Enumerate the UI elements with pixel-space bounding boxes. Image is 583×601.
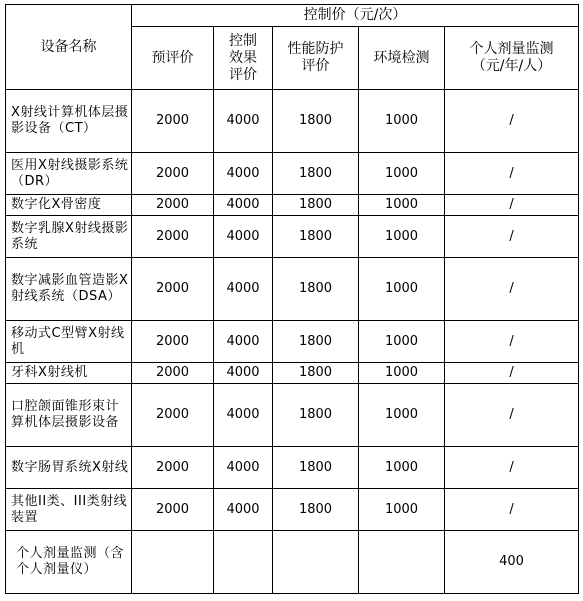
control-effect-cell: 4000	[214, 363, 273, 384]
table-row	[6, 489, 579, 531]
pre-evaluation-cell: 2000	[132, 363, 214, 384]
table-row	[6, 321, 579, 363]
header-control-effect-evaluation: 控制 效果 评价	[214, 27, 273, 90]
environment-cell: 1000	[359, 195, 445, 216]
personal-dose-cell: 400	[445, 531, 579, 594]
performance-cell: 1800	[273, 195, 359, 216]
control-effect-cell: 4000	[214, 384, 273, 447]
personal-dose-cell: /	[445, 489, 579, 531]
environment-cell: 1000	[359, 153, 445, 195]
device-name-cell: 口腔颌面锥形束计算机体层摄影设备	[6, 384, 132, 447]
environment-cell: 1000	[359, 384, 445, 447]
performance-cell: 1800	[273, 153, 359, 195]
control-effect-cell	[214, 531, 273, 594]
performance-cell: 1800	[273, 447, 359, 489]
header-control-price: 控制价（元/次）	[132, 5, 579, 27]
personal-dose-cell: /	[445, 384, 579, 447]
table-row	[6, 447, 579, 489]
pre-evaluation-cell	[132, 531, 214, 594]
environment-cell: 1000	[359, 447, 445, 489]
environment-cell: 1000	[359, 363, 445, 384]
device-name-cell: 个人剂量监测（含个人剂量仪）	[6, 531, 132, 594]
performance-cell: 1800	[273, 489, 359, 531]
environment-cell: 1000	[359, 258, 445, 321]
personal-dose-cell: /	[445, 90, 579, 153]
performance-cell: 1800	[273, 258, 359, 321]
environment-cell	[359, 531, 445, 594]
table-row	[6, 195, 579, 216]
personal-dose-cell: /	[445, 153, 579, 195]
performance-cell	[273, 531, 359, 594]
table-row	[6, 153, 579, 195]
control-effect-cell: 4000	[214, 258, 273, 321]
header-performance-protection-evaluation: 性能防护 评价	[273, 27, 359, 90]
environment-cell: 1000	[359, 321, 445, 363]
device-name-cell: 医用X射线摄影系统（DR）	[6, 153, 132, 195]
table-row	[6, 384, 579, 447]
performance-cell: 1800	[273, 321, 359, 363]
environment-cell: 1000	[359, 90, 445, 153]
pre-evaluation-cell: 2000	[132, 447, 214, 489]
pre-evaluation-cell: 2000	[132, 384, 214, 447]
performance-cell: 1800	[273, 216, 359, 258]
performance-cell: 1800	[273, 90, 359, 153]
personal-dose-cell: /	[445, 195, 579, 216]
control-effect-cell: 4000	[214, 216, 273, 258]
header-device-name: 设备名称	[6, 5, 132, 90]
device-name-cell: 数字乳腺X射线摄影系统	[6, 216, 132, 258]
device-name-cell: X射线计算机体层摄影设备（CT）	[6, 90, 132, 153]
control-effect-cell: 4000	[214, 153, 273, 195]
device-name-cell: 牙科X射线机	[6, 363, 132, 384]
performance-cell: 1800	[273, 384, 359, 447]
control-effect-cell: 4000	[214, 321, 273, 363]
performance-cell: 1800	[273, 363, 359, 384]
header-pre-evaluation: 预评价	[132, 27, 214, 90]
table-row	[6, 258, 579, 321]
control-effect-cell: 4000	[214, 489, 273, 531]
price-table	[5, 4, 579, 594]
device-name-cell: 数字化X骨密度	[6, 195, 132, 216]
personal-dose-cell: /	[445, 216, 579, 258]
table-row	[6, 90, 579, 153]
pre-evaluation-cell: 2000	[132, 216, 214, 258]
header-personal-dose-monitoring: 个人剂量监测 （元/年/人）	[445, 27, 579, 90]
personal-dose-cell: /	[445, 258, 579, 321]
table-row	[6, 363, 579, 384]
pre-evaluation-cell: 2000	[132, 153, 214, 195]
device-name-cell: 数字肠胃系统X射线	[6, 447, 132, 489]
pre-evaluation-cell: 2000	[132, 258, 214, 321]
environment-cell: 1000	[359, 216, 445, 258]
table-row	[6, 216, 579, 258]
header-environment-test: 环境检测	[359, 27, 445, 90]
device-name-cell: 数字减影血管造影X射线系统（DSA）	[6, 258, 132, 321]
environment-cell: 1000	[359, 489, 445, 531]
pre-evaluation-cell: 2000	[132, 489, 214, 531]
table-row	[6, 531, 579, 594]
pre-evaluation-cell: 2000	[132, 321, 214, 363]
pre-evaluation-cell: 2000	[132, 90, 214, 153]
pre-evaluation-cell: 2000	[132, 195, 214, 216]
device-name-cell: 其他II类、III类射线装置	[6, 489, 132, 531]
control-effect-cell: 4000	[214, 90, 273, 153]
personal-dose-cell: /	[445, 447, 579, 489]
device-name-cell: 移动式C型臂X射线机	[6, 321, 132, 363]
control-effect-cell: 4000	[214, 195, 273, 216]
personal-dose-cell: /	[445, 321, 579, 363]
control-effect-cell: 4000	[214, 447, 273, 489]
personal-dose-cell: /	[445, 363, 579, 384]
